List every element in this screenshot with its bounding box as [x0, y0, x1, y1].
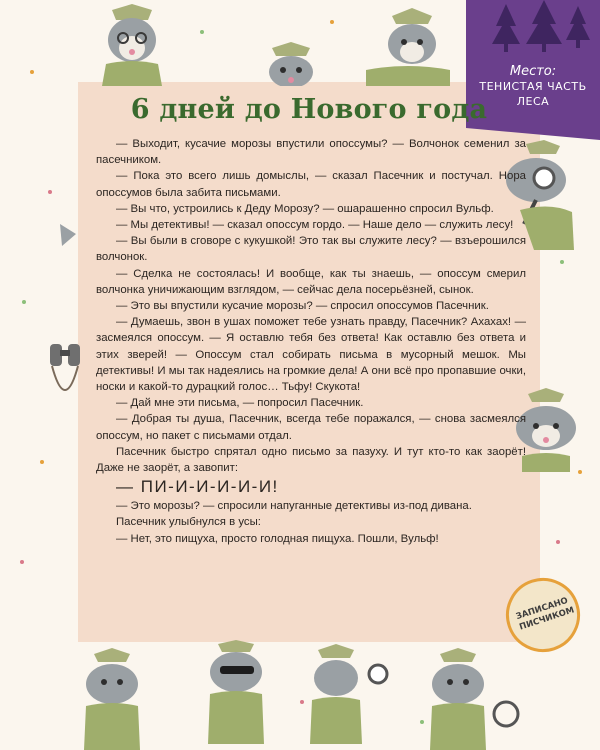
paragraph: — Пока это всего лишь домыслы, — сказал Пасечник и постучал. Нора опоссумов была забита письмами. [96, 170, 526, 199]
sunglasses-icon [220, 666, 254, 674]
opossum-detective-icon [362, 6, 454, 86]
paragraph: — Это вы впустили кусачие морозы? — спросил опоссумов Пасечник. [116, 300, 489, 313]
binoculars-icon [44, 340, 86, 414]
opossum-detective-icon [208, 640, 264, 744]
stamp-text: ЗАПИСАНО ПИСЧИКОМ [514, 595, 576, 633]
location-label: Место: [509, 64, 557, 79]
paragraph: Пасечник быстро спрятал одно письмо за пазуху. И тут кто-то как заорёт! Даже не заорёт, а завопит: [96, 445, 526, 475]
location-value: ТЕНИСТАЯ ЧАСТЬ ЛЕСА [479, 80, 587, 108]
paragraph: — Вы были в сговоре с кукушкой! Это так вы служите лесу? — взъерошился волчонок. [96, 235, 526, 264]
magnifier-icon [494, 702, 518, 726]
paragraph: — Сделка не состоялась! И вообще, как ты знаешь, — опоссум смерил волчонка уничижающим взглядом, — сейчас дела посерьёзней, сынок. [96, 267, 526, 296]
opossum-detective-icon [430, 648, 518, 750]
paragraph: — Дай мне эти письма, — попросил Пасечник. [116, 397, 364, 410]
paragraph: — Это морозы? — спросили напуганные детективы из-под дивана. [116, 500, 472, 513]
opossum-detectives-group [60, 640, 540, 750]
opossum-detective-icon [84, 648, 140, 750]
paragraph: — Добрая ты душа, Пасечник, всегда тебе поражался, — снова засмеялся опоссум, но пакет с письмами отдал. [96, 413, 526, 442]
paragraph: — Думаешь, звон в ушах поможет тебе узнать правду, Пасечник? Ахахах! — засмеялся опоссум. — Я оставлю тебя без ответа! Как оставлю без ответа и этих зверей! — Опоссум стал собирать письма в мусорный мешок. Мы детективы! И мы так надеялись на громкие дела! А они всё про пропавшие очки, носки и какой-то дурацкий голос… Тьфу! Скукота! [96, 316, 526, 394]
paragraph: Пасечник улыбнулся в усы: [116, 516, 261, 529]
page-title: 6 дней до Нового года [130, 94, 488, 125]
paragraph: — Нет, это пищуха, просто голодная пищуха. Пошли, Вульф! [116, 532, 439, 545]
paragraph: — Мы детективы! — сказал опоссум гордо. — Наше дело — служить лесу! [116, 219, 514, 232]
paragraph: — Вы что, устроились к Деду Морозу? — ошарашенно спросил Вульф. [116, 202, 494, 215]
opossum-detective-icon [310, 644, 387, 744]
opossum-detective-icon [258, 40, 324, 86]
magnifier-icon [369, 665, 387, 683]
paragraph: — Выходит, кусачие морозы впустили опоссумы? — Волчонок семенил за пасечником. [96, 138, 526, 167]
opossum-ear-decor [58, 222, 78, 248]
opossum-detective-icon [92, 4, 172, 86]
paragraph-shout: — ПИ-И-И-И-И-И! [116, 477, 279, 497]
story-text [96, 136, 526, 547]
